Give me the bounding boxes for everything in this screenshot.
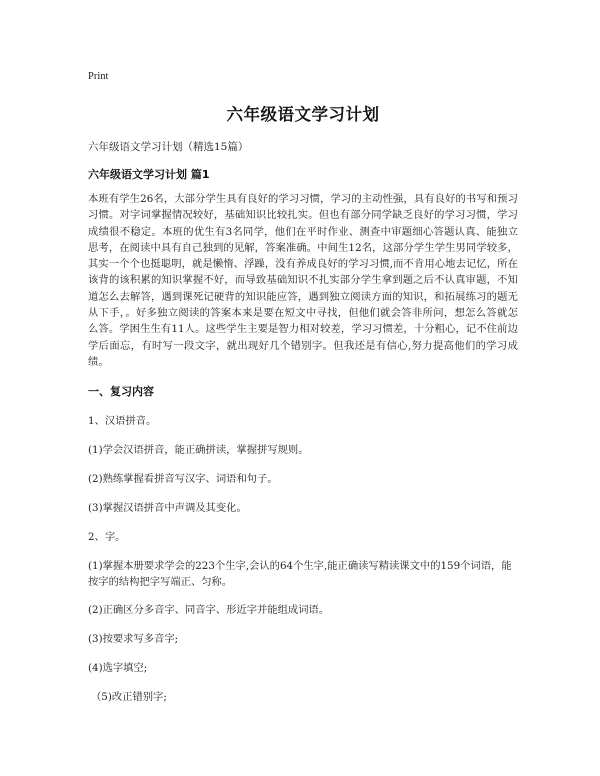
list-item: (1)学会汉语拼音，能正确拼读，掌握拼写规则。 bbox=[88, 444, 309, 457]
document-page bbox=[88, 70, 518, 718]
list-item: (1)掌握本册要求学会的223个生字,会认的64个生字,能正确读写精读课文中的159个词语，能按字的结构把字写端正、匀称。 bbox=[88, 560, 512, 589]
document-subtitle: 六年级语文学习计划（精选15篇） bbox=[88, 141, 249, 153]
list-item: (4)选字填空; bbox=[88, 662, 148, 675]
intro-paragraph: 本班有学生26名，大部分学生具有良好的学习习惯，学习的主动性强，具有良好的书写和预习习惯。对字词掌握情况较好，基础知识比较扎实。但也有部分同学缺乏良好的学习习惯，学习成绩很不稳定。本班的优生有3名同学，他们在平时作业、测查中审题细心答题认真、能独立思考，在阅读中具有自己独到的见解，答案准确。中间生12名，这部分学生学生男同学较多，其实一个个也挺聪明，就是懒惰、浮躁，没有养成良好的学习习惯,而不肯用心地去记忆，所在该背的该积累的知识掌握不好，而导致基础知识不扎实部分学生拿到题之后不认真审题，不知道怎么去解答，遇到课死记硬背的知识能应答，遇到独立阅读方面的知识，和拓展练习的题无从下手，。好多独立阅读的答案本来是要在短文中寻找，但他们就会答非所问，想怎么答就怎么答。学困生生有11人。这些学生主要是智力相对较差，学习习惯差，十分粗心，记不住前边学后面忘，有时写一段文字，就出现好几个错别字。但我还是有信心,努力提高他们的学习成绩。 bbox=[88, 193, 518, 368]
section-heading: 六年级语文学习计划 篇1 bbox=[88, 168, 210, 181]
list-item: (3)掌握汉语拼音中声调及其变化。 bbox=[88, 502, 247, 515]
list-item: (3)按要求写多音字; bbox=[88, 633, 179, 646]
list-item: （5)改正错别字; bbox=[91, 691, 167, 704]
review-heading: 一、复习内容 bbox=[88, 385, 154, 399]
document-title: 六年级语文学习计划 bbox=[226, 105, 380, 124]
list-item: (2)正确区分多音字、同音字、形近字并能组成词语。 bbox=[88, 604, 330, 617]
print-label[interactable]: Print bbox=[88, 71, 109, 82]
list-item: 2、字。 bbox=[88, 531, 126, 544]
list-item: 1、汉语拼音。 bbox=[88, 415, 157, 428]
list-item: (2)熟练掌握看拼音写汉字、词语和句子。 bbox=[88, 473, 278, 486]
